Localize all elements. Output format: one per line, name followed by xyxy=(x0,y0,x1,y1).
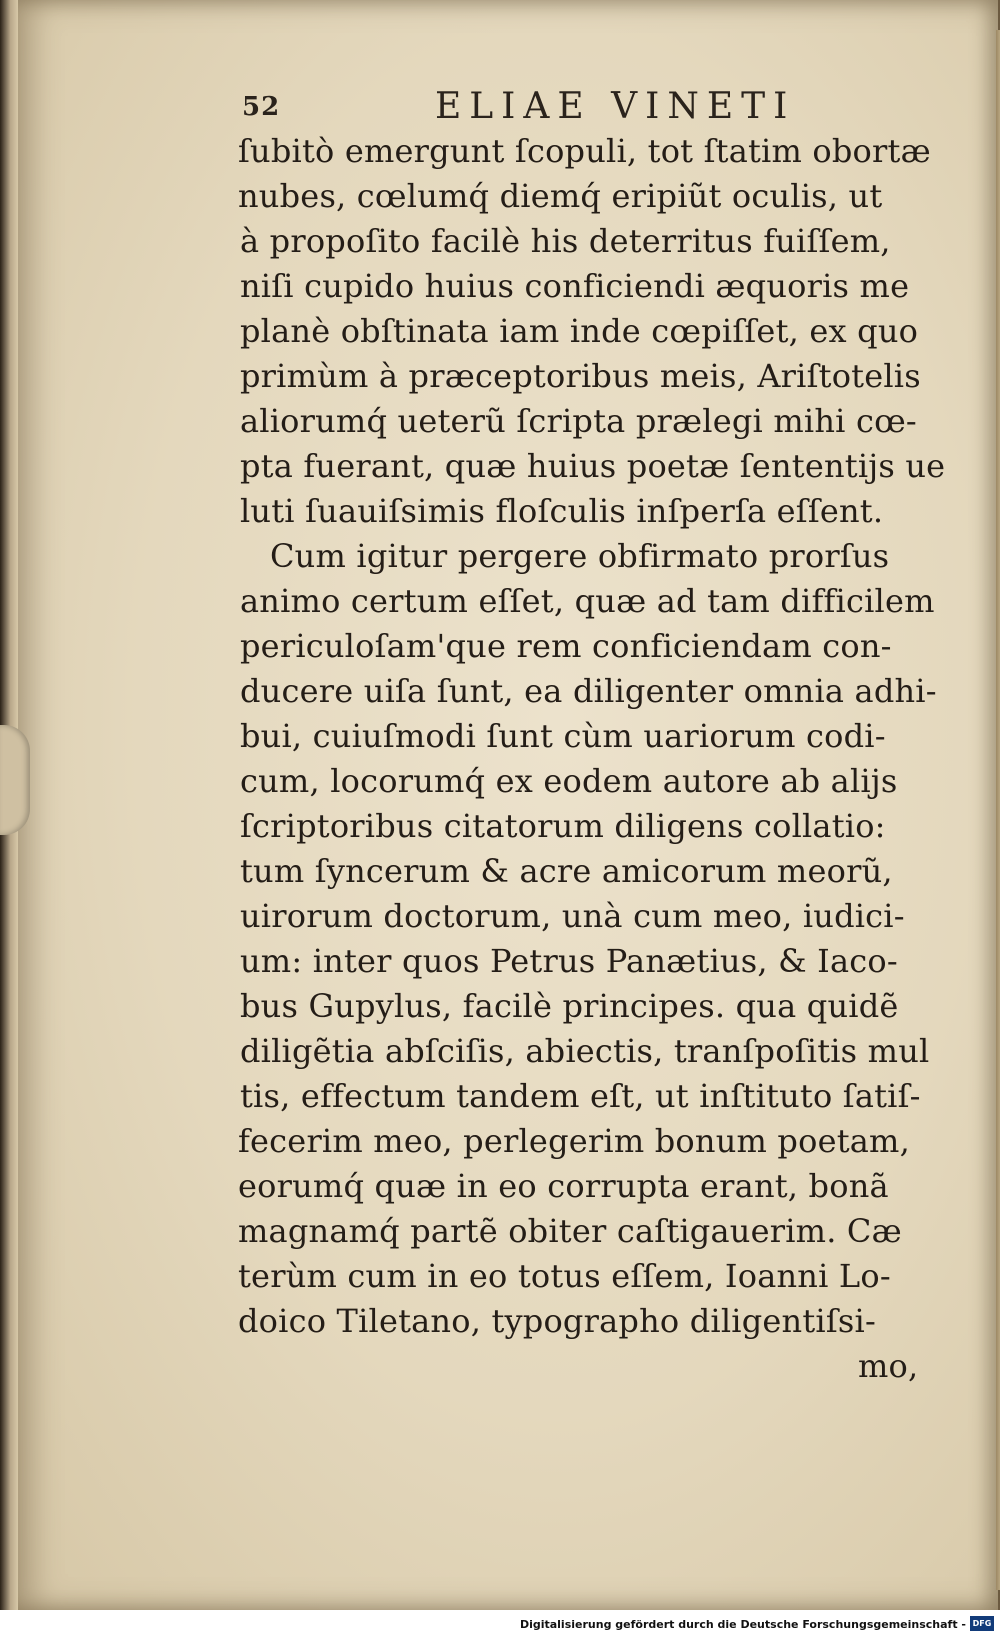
text-line: animo certum eſſet, quæ ad tam difficilem xyxy=(240,582,935,620)
dfg-logo: DFG xyxy=(970,1616,994,1631)
text-line: diligẽtia abſciſis, abiectis, tranſpoſitis mul xyxy=(240,1032,930,1070)
text-line: ducere uiſa ſunt, ea diligenter omnia adhi- xyxy=(240,672,937,710)
text-line: Cum igitur pergere obfirmato prorſus xyxy=(270,537,890,575)
text-line: terùm cum in eo totus eſſem, Ioanni Lo- xyxy=(238,1257,891,1295)
text-line: fecerim meo, perlegerim bonum poetam, xyxy=(238,1122,910,1160)
page-clip xyxy=(0,725,30,835)
text-line: uirorum doctorum, unà cum meo, iudici- xyxy=(240,897,905,935)
text-line: niſi cupido huius conficiendi æquoris me xyxy=(240,267,910,305)
text-line: à propoſito facilè his deterritus fuiſſem, xyxy=(240,222,891,260)
text-line: mo, xyxy=(858,1347,919,1385)
footer-bar xyxy=(0,1610,1000,1639)
funding-credit: Digitalisierung gefördert durch die Deutsche Forschungsgemeinschaft - xyxy=(519,1618,966,1631)
page-number: 52 xyxy=(242,92,281,122)
running-head: ELIAE VINETI xyxy=(435,86,796,127)
text-line: pta fuerant, quæ huius poetæ ſententijs ue xyxy=(240,447,946,485)
text-line: primùm à præceptoribus meis, Ariſtotelis xyxy=(240,357,921,395)
text-line: um: inter quos Petrus Panætius, & Iaco- xyxy=(240,942,898,980)
page-header xyxy=(240,84,940,134)
text-line: tis, effectum tandem eſt, ut inſtituto ſatiſ- xyxy=(240,1077,921,1115)
text-line: cum, locorumq́ ex eodem autore ab alijs xyxy=(240,762,898,800)
text-line: nubes, cœlumq́ diemq́ eripiũt oculis, ut xyxy=(238,177,883,215)
text-line: planè obſtinata iam inde cœpiſſet, ex quo xyxy=(240,312,919,350)
text-line: bui, cuiuſmodi ſunt cùm uariorum codi- xyxy=(240,717,886,755)
text-line: ſcriptoribus citatorum diligens collatio: xyxy=(240,807,886,845)
text-line: magnamq́ partẽ obiter caſtigauerim. Cæ xyxy=(238,1212,902,1250)
text-line: periculoſam'que rem conficiendam con- xyxy=(240,627,892,665)
text-line: ſubitò emergunt ſcopuli, tot ſtatim obortæ xyxy=(238,132,931,170)
text-line: doico Tiletano, typographo diligentiſsi- xyxy=(238,1302,876,1340)
text-line: tum ſyncerum & acre amicorum meorũ, xyxy=(240,852,893,890)
text-line: aliorumq́ ueterũ ſcripta prælegi mihi cœ- xyxy=(240,402,917,440)
text-line: eorumq́ quæ in eo corrupta erant, bonã xyxy=(238,1167,889,1205)
text-line: luti ſuauiſsimis floſculis inſperſa eſſent. xyxy=(240,492,884,530)
text-line: bus Gupylus, facilè principes. qua quidẽ xyxy=(240,987,899,1025)
